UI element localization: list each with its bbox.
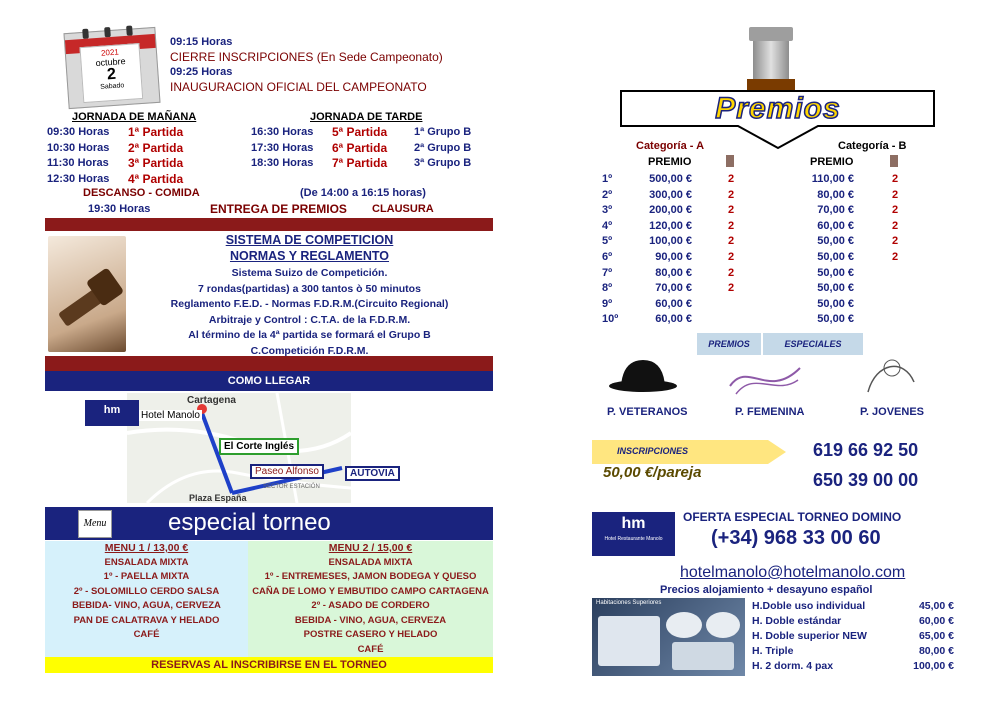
prize-amount-a: 100,00 € <box>649 235 692 248</box>
header-time1: 09:15 Horas <box>170 36 233 48</box>
prize-trophies-a: 2 <box>728 188 735 201</box>
prize-amount-a: 60,00 € <box>655 297 692 310</box>
prize-trophies-b: 2 <box>892 204 899 217</box>
prize-trophies-b: 2 <box>892 173 899 185</box>
trophy-small-icon <box>726 155 734 167</box>
prize-place: 8º <box>602 282 613 295</box>
menu-title: especial torneo <box>168 509 331 536</box>
prize-trophies-a: 2 <box>728 204 735 217</box>
map-highway-label: AUTOVIA <box>345 466 400 481</box>
menu2-item: 1º - ENTREMESES, JAMON BODEGA Y QUESO <box>264 571 477 582</box>
prize-row <box>598 204 918 219</box>
map-street-label: Paseo Alfonso <box>250 464 324 479</box>
prize-place: 5º <box>602 235 613 248</box>
break-time: (De 14:00 a 16:15 horas) <box>300 187 426 199</box>
morning-time: 12:30 Horas <box>47 173 110 185</box>
room-row <box>752 660 954 672</box>
prize-trophies-a: 2 <box>728 219 735 232</box>
morning-time: 09:30 Horas <box>47 126 110 138</box>
prize-row <box>598 313 918 328</box>
prize-trophies-b: 2 <box>892 235 899 248</box>
prize-trophies-a: 2 <box>728 251 735 263</box>
prize-col-label-a: PREMIO <box>648 156 692 168</box>
registration-price: 50,00 €/pareja <box>603 464 702 481</box>
calendar-weekday: Sabado <box>100 82 125 91</box>
rules-title1: SISTEMA DE COMPETICION <box>225 233 394 247</box>
break-label: DESCANSO - COMIDA <box>83 187 200 199</box>
room-price: 100,00 € <box>913 660 954 672</box>
hotel-photo-caption: Habitaciones Superiores <box>596 600 662 606</box>
prize-amount-b: 80,00 € <box>817 188 854 201</box>
morning-game: 4ª Partida <box>128 172 184 186</box>
phone1[interactable]: 619 66 92 50 <box>813 440 919 460</box>
menu1-item: BEBIDA- VINO, AGUA, CERVEZA <box>72 600 221 611</box>
afternoon-game: 6ª Partida <box>332 141 388 155</box>
prize-trophies-b: 2 <box>892 251 899 263</box>
prize-row <box>598 251 918 266</box>
calendar-page <box>79 43 143 103</box>
menu1-column <box>45 541 248 657</box>
prize-amount-a: 90,00 € <box>655 251 692 263</box>
hotel-logo-sub: Hotel Restaurante Manolo <box>604 536 663 542</box>
afternoon-game: 7ª Partida <box>332 156 388 170</box>
room-price: 60,00 € <box>918 615 954 627</box>
prize-amount-a: 60,00 € <box>655 313 692 326</box>
directions-title: COMO LLEGAR <box>45 371 493 391</box>
veterans-label: P. VETERANOS <box>607 406 688 418</box>
afternoon-group: 3ª Grupo B <box>414 157 472 169</box>
morning-title: JORNADA DE MAÑANA <box>72 111 197 123</box>
morning-game: 3ª Partida <box>128 156 184 170</box>
rules-line: C.Competición F.D.R.M. <box>250 344 369 357</box>
rules-line: Sistema Suizo de Competición. <box>231 267 388 279</box>
rules-line: Reglamento F.E.D. - Normas F.D.R.M.(Circuito Regional) <box>170 298 449 310</box>
afternoon-time: 16:30 Horas <box>251 126 314 138</box>
prize-place: 4º <box>602 219 613 232</box>
hotel-phone[interactable]: (+34) 968 33 00 60 <box>711 527 881 549</box>
afternoon-title: JORNADA DE TARDE <box>310 111 423 123</box>
header-event2: INAUGURACION OFICIAL DEL CAMPEONATO <box>170 80 427 94</box>
prize-row <box>598 220 918 235</box>
room-name: H. Triple <box>752 645 794 657</box>
closing-label: CLAUSURA <box>372 203 434 215</box>
hotel-logo <box>592 512 675 556</box>
prize-amount-a: 80,00 € <box>655 266 692 279</box>
prize-amount-b: 50,00 € <box>817 282 854 295</box>
prize-row <box>598 189 918 204</box>
prize-amount-a: 200,00 € <box>649 204 692 217</box>
prize-place: 1º <box>602 173 613 185</box>
menu2-item: CAÑA DE LOMO Y EMBUTIDO CAMPO CARTAGENA <box>252 585 489 597</box>
menu2-column <box>248 541 493 657</box>
prize-place: 10º <box>602 313 619 326</box>
prize-row <box>598 267 918 282</box>
reservation-banner: RESERVAS AL INSCRIBIRSE EN EL TORNEO <box>45 657 493 673</box>
prize-amount-a: 70,00 € <box>655 282 692 295</box>
morning-time: 11:30 Horas <box>47 157 109 169</box>
room-row <box>752 600 954 612</box>
prize-amount-b: 70,00 € <box>817 204 854 217</box>
menu2-item: 2º - ASADO DE CORDERO <box>311 600 430 611</box>
map-sector: SECTOR ESTACIÓN <box>263 484 320 490</box>
prize-trophies-b: 2 <box>892 188 899 201</box>
prize-row <box>598 298 918 313</box>
map-square-label: Plaza España <box>189 493 247 503</box>
map-hotel-label: Hotel Manolo <box>141 410 200 421</box>
rules-line: Al término de la 4ª partida se formará el Grupo B <box>188 329 431 341</box>
cat-a-label: Categoría - A <box>636 140 705 152</box>
prize-amount-b: 50,00 € <box>817 266 854 279</box>
morning-game: 2ª Partida <box>128 141 184 155</box>
youth-label: P. JOVENES <box>860 406 924 418</box>
hotel-email[interactable]: hotelmanolo@hotelmanolo.com <box>680 564 906 581</box>
menu1-item: ENSALADA MIXTA <box>104 556 189 568</box>
menu2-item: POSTRE CASERO Y HELADO <box>303 629 438 640</box>
calendar-year: 2021 <box>100 47 120 58</box>
menu2-item: ENSALADA MIXTA <box>328 556 413 568</box>
hotel-photo <box>592 598 745 676</box>
afternoon-group: 1ª Grupo B <box>414 126 472 138</box>
calendar-day: 2 <box>106 65 117 84</box>
room-price: 65,00 € <box>918 630 954 642</box>
prizes-title: Premios <box>715 92 841 125</box>
trophy-icon <box>745 27 797 91</box>
special-label2: ESPECIALES <box>763 333 863 355</box>
menu2-item: CAFÉ <box>357 643 384 655</box>
prize-amount-a: 500,00 € <box>649 173 692 185</box>
morning-game: 1ª Partida <box>128 125 184 139</box>
map-city: Cartagena <box>187 395 236 406</box>
afternoon-time: 17:30 Horas <box>251 142 314 154</box>
prize-row <box>598 282 918 297</box>
female-label: P. FEMENINA <box>735 406 805 418</box>
rules-line: 7 rondas(partidas) a 300 tantos ò 50 minutos <box>198 282 421 295</box>
room-price: 80,00 € <box>918 645 954 657</box>
prize-place: 7º <box>602 266 613 279</box>
menu2-item: BEBIDA - VINO, AGUA, CERVEZA <box>294 614 447 626</box>
prize-amount-b: 50,00 € <box>817 297 854 310</box>
menu1-item: PAN DE CALATRAVA Y HELADO <box>73 614 220 626</box>
header-event1: CIERRE INSCRIPCIONES (En Sede Campeonato) <box>170 50 443 64</box>
cat-b-label: Categoría - B <box>838 140 907 152</box>
registration-label: INSCRIPCIONES <box>617 446 689 456</box>
gavel-scale-icon <box>48 236 126 352</box>
special-label1: PREMIOS <box>697 333 761 355</box>
ring-icon <box>82 29 89 39</box>
room-name: H. 2 dorm. 4 pax <box>752 660 834 672</box>
prize-col-label-b: PREMIO <box>810 156 854 168</box>
room-row <box>752 630 954 642</box>
rules-line: Arbitraje y Control : C.T.A. de la F.D.R.M. <box>208 313 411 326</box>
prize-place: 9º <box>602 297 613 310</box>
hotel-logo-small: hm <box>85 400 139 426</box>
hotel-logo-text: hm <box>621 515 646 532</box>
afternoon-time: 18:30 Horas <box>251 157 314 169</box>
room-name: H.Doble uso individual <box>752 600 866 612</box>
room-price: 45,00 € <box>918 600 954 612</box>
calendar-icon <box>63 27 160 109</box>
morning-time: 10:30 Horas <box>47 142 110 154</box>
menu1-title: MENU 1 / 13,00 € <box>104 542 189 554</box>
ring-icon <box>104 27 111 37</box>
prize-amount-b: 110,00 € <box>811 173 854 185</box>
room-name: H. Doble superior NEW <box>752 630 867 642</box>
prize-amount-b: 50,00 € <box>817 251 854 263</box>
prize-amount-b: 50,00 € <box>817 235 854 248</box>
prize-trophies-a: 2 <box>728 282 735 295</box>
afternoon-game: 5ª Partida <box>332 125 388 139</box>
room-name: H. Doble estándar <box>752 615 842 627</box>
prize-trophies-a: 2 <box>728 266 735 279</box>
prize-place: 2º <box>602 188 613 201</box>
menu-logo: Menu <box>78 510 112 538</box>
prize-amount-b: 50,00 € <box>817 313 854 326</box>
prize-row <box>598 173 918 188</box>
room-row <box>752 615 954 627</box>
rules-title2: NORMAS Y REGLAMENTO <box>229 249 390 263</box>
female-icon <box>728 356 802 398</box>
prize-trophies-a: 2 <box>728 173 735 185</box>
menu1-item: 1º - PAELLA MIXTA <box>103 571 190 582</box>
prize-place: 6º <box>602 251 613 263</box>
prize-row <box>598 235 918 250</box>
map-store-label: El Corte Inglés <box>219 438 299 455</box>
calendar-month: octubre <box>95 56 126 69</box>
menu2-title: MENU 2 / 15,00 € <box>328 542 413 554</box>
prize-amount-a: 120,00 € <box>649 219 692 232</box>
prize-place: 3º <box>602 204 613 217</box>
afternoon-group: 2ª Grupo B <box>414 142 472 154</box>
prize-amount-a: 300,00 € <box>649 188 692 201</box>
awards-label: ENTREGA DE PREMIOS <box>210 202 347 216</box>
room-row <box>752 645 954 657</box>
ring-icon <box>126 25 133 35</box>
awards-time: 19:30 Horas <box>88 203 151 215</box>
divider-bar <box>45 356 493 371</box>
youth-icon <box>864 352 918 398</box>
divider-bar <box>45 218 493 231</box>
header-time2: 09:25 Horas <box>170 66 233 78</box>
trophy-small-icon <box>890 155 898 167</box>
hotel-prices-title: Precios alojamiento + desayuno español <box>660 584 873 596</box>
phone2[interactable]: 650 39 00 00 <box>813 470 919 490</box>
menu1-item: 2º - SOLOMILLO CERDO SALSA <box>73 585 220 597</box>
prize-trophies-a: 2 <box>728 235 735 248</box>
hat-icon <box>607 354 679 394</box>
rules-lines <box>126 266 493 359</box>
prize-amount-b: 60,00 € <box>817 219 854 232</box>
menu1-item: CAFÉ <box>133 629 160 640</box>
hotel-offer: OFERTA ESPECIAL TORNEO DOMINO <box>683 510 902 524</box>
prize-trophies-b: 2 <box>892 219 899 232</box>
